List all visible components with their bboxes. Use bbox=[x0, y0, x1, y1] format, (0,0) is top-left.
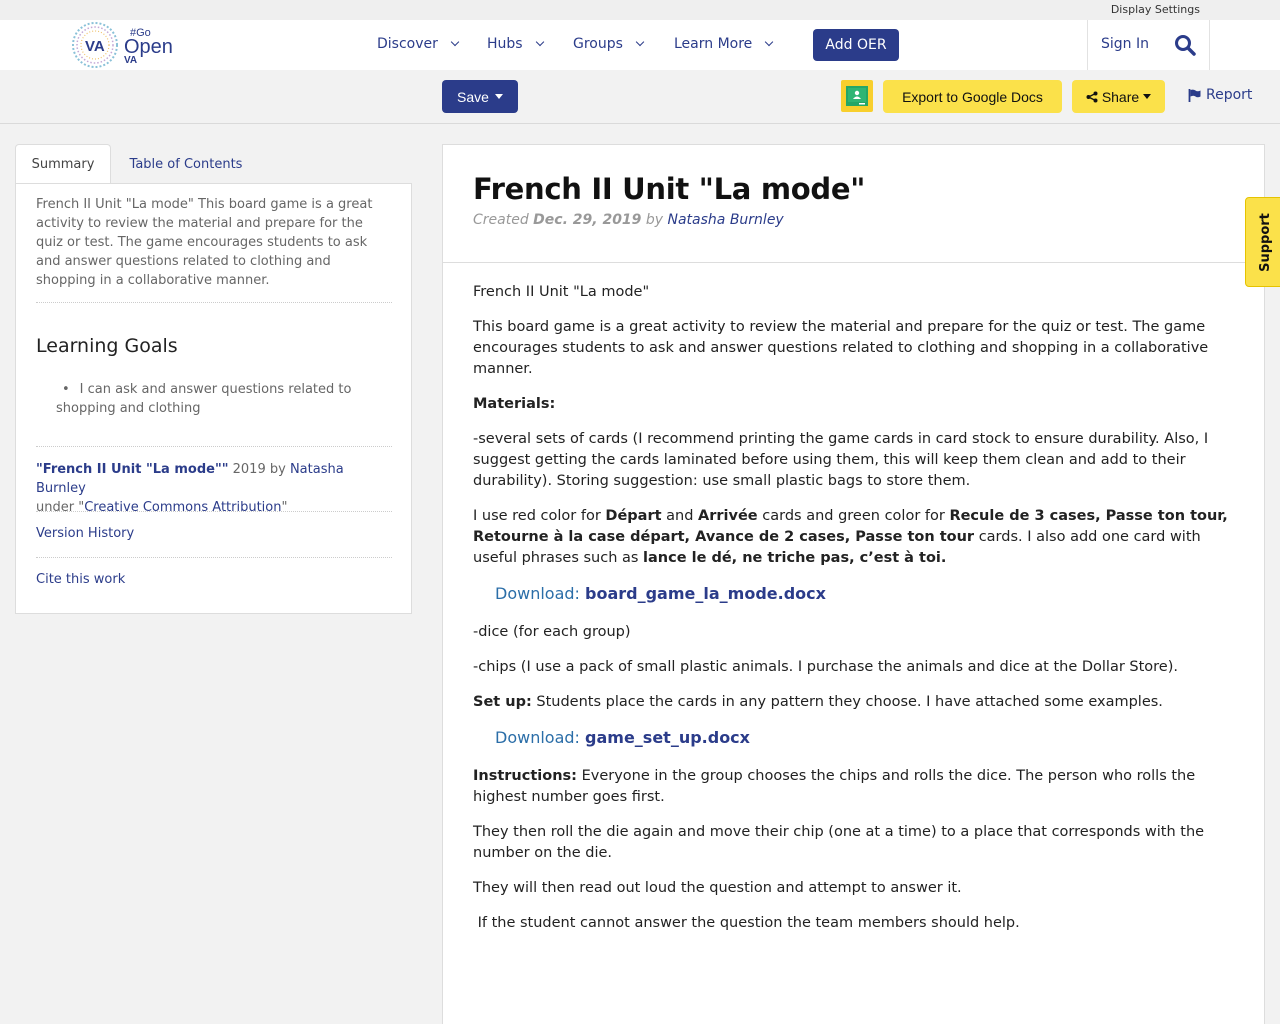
add-oer-button[interactable]: Add OER bbox=[813, 29, 899, 61]
goopenva-logo[interactable] bbox=[70, 20, 180, 70]
divider bbox=[443, 262, 1264, 263]
sidebar-panel bbox=[15, 183, 412, 614]
attribution-under: under " bbox=[36, 500, 85, 515]
body-paragraph: -chips (I use a pack of small plastic animals. I purchase the animals and dice at the Dollar Store). bbox=[473, 659, 1178, 675]
nav-hubs-label: Hubs bbox=[487, 36, 523, 52]
body-paragraph: -dice (for each group) bbox=[473, 624, 631, 640]
body-paragraph: They will then read out loud the question and attempt to answer it. bbox=[473, 880, 962, 896]
nav-discover-label: Discover bbox=[377, 36, 438, 52]
body-paragraph: This board game is a great activity to review the material and prepare for the quiz or test. The game encourages students to ask and answer questions related to clothing and shopping in a collaborative manner. bbox=[473, 319, 1209, 377]
tab-table-of-contents[interactable]: Table of Contents bbox=[129, 156, 243, 172]
download-link-board-game[interactable] bbox=[495, 583, 1233, 604]
materials-label: Materials: bbox=[473, 396, 556, 412]
attribution bbox=[36, 460, 392, 517]
body-paragraph: French II Unit "La mode" bbox=[473, 284, 650, 300]
instructions-paragraph bbox=[473, 766, 1233, 808]
google-classroom-button[interactable] bbox=[841, 80, 873, 112]
nav-groups-label: Groups bbox=[573, 36, 623, 52]
cite-work-link[interactable]: Cite this work bbox=[36, 572, 126, 587]
nav-hubs[interactable] bbox=[487, 36, 543, 52]
google-classroom-icon bbox=[845, 85, 869, 107]
share-button[interactable] bbox=[1072, 80, 1165, 113]
divider bbox=[36, 446, 392, 447]
download-filename: board_game_la_mode.docx bbox=[585, 584, 826, 603]
body-paragraph: -several sets of cards (I recommend printing the game cards in card stock to ensure durability. Also, I suggest getting the cards laminated before using them, this will keep them clean and add to their durability). Storing suggestion: use small plastic bags to store them. bbox=[473, 431, 1209, 489]
learning-goals-list bbox=[56, 380, 376, 418]
resource-card bbox=[442, 144, 1265, 1024]
text-span: Everyone in the group chooses the chips and rolls the dice. The person who rolls the highest number goes first. bbox=[473, 768, 1196, 805]
chevron-down-icon bbox=[535, 38, 543, 46]
created-label: Created bbox=[473, 212, 534, 228]
by-label: by bbox=[641, 212, 668, 228]
utility-bar bbox=[0, 0, 1280, 20]
body-paragraph: If the student cannot answer the question the team members should help. bbox=[473, 915, 1020, 931]
svg-text:VA: VA bbox=[124, 55, 138, 66]
learning-goals-title: Learning Goals bbox=[36, 335, 178, 357]
caret-down-icon bbox=[1143, 94, 1151, 99]
page-title: French II Unit "La mode" bbox=[473, 172, 866, 206]
text-span: cards and green color for bbox=[757, 508, 950, 524]
action-bar bbox=[0, 70, 1280, 124]
download-label: Download: bbox=[495, 584, 586, 603]
instructions-label: Instructions: bbox=[473, 768, 577, 784]
download-label: Download: bbox=[495, 728, 586, 747]
export-google-docs-button[interactable]: Export to Google Docs bbox=[883, 80, 1062, 113]
nav-discover[interactable] bbox=[377, 36, 458, 52]
sidebar-tabs bbox=[15, 144, 412, 184]
main-nav bbox=[0, 20, 1280, 70]
download-link-set-up[interactable] bbox=[495, 727, 1233, 748]
nav-divider bbox=[1209, 20, 1210, 70]
nav-groups[interactable] bbox=[573, 36, 643, 52]
learning-goal-item: • I can ask and answer questions related to shopping and clothing bbox=[56, 380, 376, 418]
display-settings-link[interactable]: Display Settings bbox=[1110, 3, 1200, 16]
support-tab[interactable] bbox=[1245, 197, 1280, 287]
chevron-down-icon bbox=[765, 38, 773, 46]
attribution-year: 2019 by bbox=[228, 462, 290, 477]
body-paragraph-colors bbox=[473, 506, 1233, 569]
setup-paragraph bbox=[473, 692, 1233, 713]
attribution-close-quote: " bbox=[281, 500, 288, 515]
download-filename: game_set_up.docx bbox=[585, 728, 750, 747]
share-button-label: Share bbox=[1101, 88, 1140, 105]
bold-span: Arrivée bbox=[698, 508, 758, 524]
bold-span: lance le dé, ne triche pas, c’est à toi. bbox=[643, 550, 947, 566]
svg-text:VA: VA bbox=[85, 38, 105, 55]
text-span: cards. I also add one card with useful phrases such as bbox=[473, 529, 1201, 566]
share-icon bbox=[1086, 91, 1098, 103]
report-link[interactable] bbox=[1188, 87, 1252, 103]
flag-icon bbox=[1188, 89, 1202, 102]
save-button[interactable] bbox=[442, 80, 518, 113]
license-link[interactable]: Creative Commons Attribution bbox=[84, 500, 282, 515]
divider bbox=[36, 557, 392, 558]
bold-span: Départ bbox=[605, 508, 662, 524]
caret-down-icon bbox=[495, 94, 503, 99]
sign-in-link[interactable]: Sign In bbox=[1101, 36, 1149, 52]
nav-learn-more-label: Learn More bbox=[674, 36, 753, 52]
divider bbox=[36, 302, 392, 303]
svg-text:#Go: #Go bbox=[130, 27, 151, 39]
author-link[interactable]: Natasha Burnley bbox=[667, 212, 784, 228]
text-span: I use red color for bbox=[473, 508, 606, 524]
body-paragraph: They then roll the die again and move their chip (one at a time) to a place that corresponds with the number on the die. bbox=[473, 824, 1205, 861]
version-history-link[interactable]: Version History bbox=[36, 526, 135, 541]
materials-heading bbox=[473, 394, 1233, 415]
text-span: and bbox=[661, 508, 699, 524]
divider bbox=[36, 511, 392, 512]
search-icon[interactable] bbox=[1174, 34, 1196, 56]
setup-label: Set up: bbox=[473, 694, 532, 710]
text-span: Students place the cards in any pattern they choose. I have attached some examples. bbox=[531, 694, 1163, 710]
chevron-down-icon bbox=[451, 38, 459, 46]
attribution-author-link[interactable]: Natasha Burnley bbox=[36, 462, 344, 496]
report-label: Report bbox=[1206, 87, 1253, 103]
summary-text: French II Unit "La mode" This board game is a great activity to review the material and prepare for the quiz or test. The game encourages students to ask and answer questions related to clothing and shopping in a collaborative manner. bbox=[36, 197, 373, 288]
nav-divider bbox=[1087, 20, 1088, 70]
tab-summary[interactable]: Summary bbox=[15, 144, 111, 184]
created-date: Dec. 29, 2019 bbox=[533, 212, 642, 228]
bold-span: Recule de 3 cases, Passe ton tour, Retourne à la case départ, Avance de 2 cases, Passe ton tour bbox=[473, 508, 1228, 545]
chevron-down-icon bbox=[636, 38, 644, 46]
svg-text:Open: Open bbox=[124, 36, 173, 58]
attribution-title-link[interactable]: "French II Unit "La mode"" bbox=[36, 462, 229, 477]
resource-body bbox=[473, 282, 1233, 948]
save-button-label: Save bbox=[457, 88, 489, 105]
support-label: Support bbox=[1257, 212, 1273, 272]
nav-learn-more[interactable] bbox=[674, 36, 772, 52]
resource-meta bbox=[473, 212, 784, 228]
